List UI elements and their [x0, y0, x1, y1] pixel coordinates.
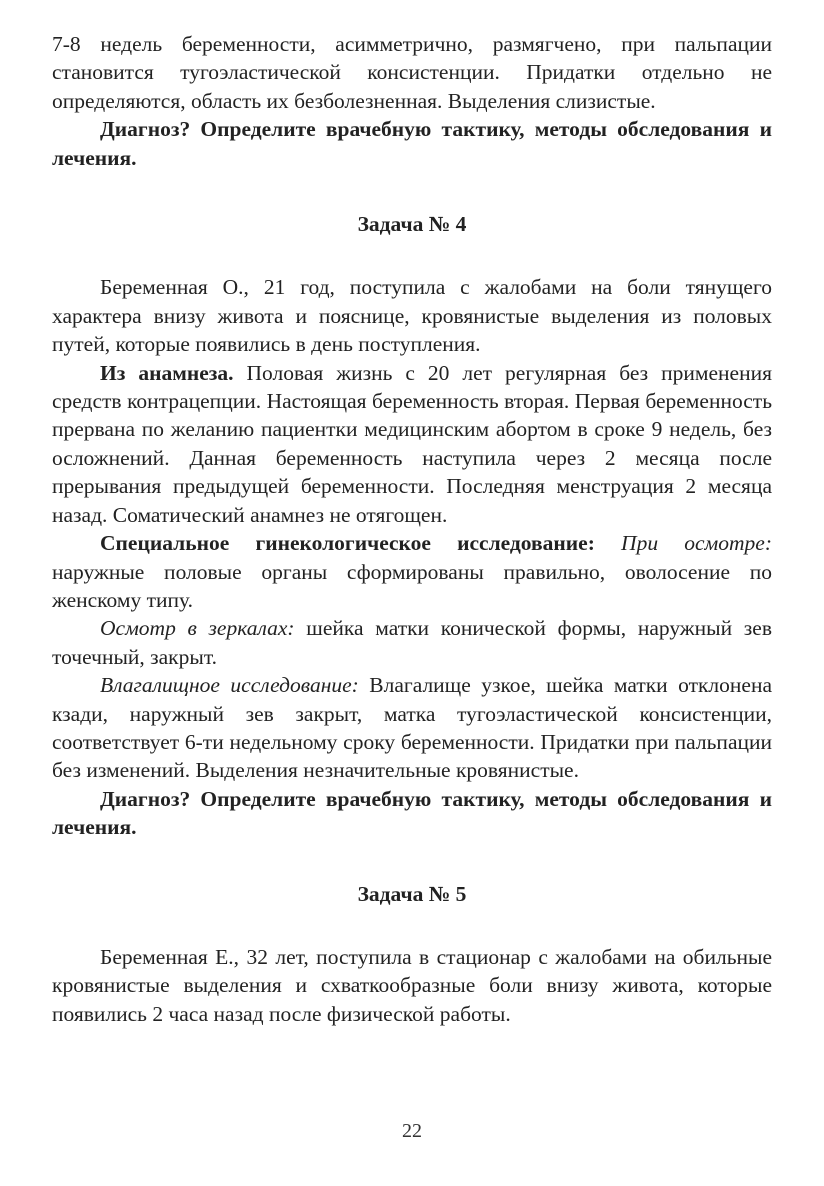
task-4-anamnesis	[52, 359, 772, 529]
exam-label: Специальное гинекологическое исследование:	[100, 531, 595, 556]
task-4-heading: Задача № 4	[357, 212, 467, 237]
document-page	[52, 30, 772, 1028]
task-4-intro: Беременная О., 21 год, поступила с жалобами на боли тянущего характера внизу живота и пояснице, кровянистые выделения из половых путей, которые появились в день поступления.	[52, 275, 772, 357]
task-4-vaginal	[52, 671, 772, 785]
question-paragraph: Диагноз? Определите врачебную тактику, методы обследования и лечения.	[52, 117, 772, 170]
task-5-heading: Задача № 5	[357, 881, 467, 906]
continued-paragraph: 7-8 недель беременности, асимметрично, размягчено, при пальпации становится тугоэластической консистенции. Придатки отдельно не определяются, область их безболезненная. Выделения слизистые.	[52, 32, 772, 113]
task-4-exam	[52, 529, 772, 614]
anamnesis-text: Половая жизнь с 20 лет регулярная без применения средств контрацепции. Настоящая беременность вторая. Первая беременность прервана по желанию пациентки медицинским абортом в сроке 9 недель, без осложнений. Данная беременность наступила через 2 месяца после прерывания предыдущей беременности. Последняя менструация 2 месяца назад. Соматический анамнез не отягощен.	[52, 360, 772, 527]
exam-text: наружные половые органы сформированы правильно, оволосение по женскому типу.	[52, 559, 772, 612]
task-4-mirror	[52, 614, 772, 671]
anamnesis-label: Из анамнеза.	[100, 360, 234, 385]
vaginal-label: Влагалищное исследование:	[100, 673, 359, 698]
task-5-intro: Беременная Е., 32 лет, поступила в стационар с жалобами на обильные кровянистые выделения и схваткообразные боли внизу живота, которые появились 2 часа назад после физической работы.	[52, 944, 772, 1026]
mirror-label: Осмотр в зеркалах:	[100, 616, 295, 641]
page-number: 22	[402, 1120, 422, 1142]
task-4-question: Диагноз? Определите врачебную тактику, методы обследования и лечения.	[52, 786, 772, 840]
exam-sub-label: При осмотре:	[594, 531, 772, 556]
vaginal-text: Влагалище узкое, шейка матки отклонена кзади, наружный зев закрыт, матка тугоэластической консистенции, соответствует 6-ти недельному сроку беременности. Придатки при пальпации без изменений. Выделения незначительные кровянистые.	[52, 673, 772, 783]
mirror-text: шейка матки конической формы, наружный зев точечный, закрыт.	[52, 616, 772, 669]
